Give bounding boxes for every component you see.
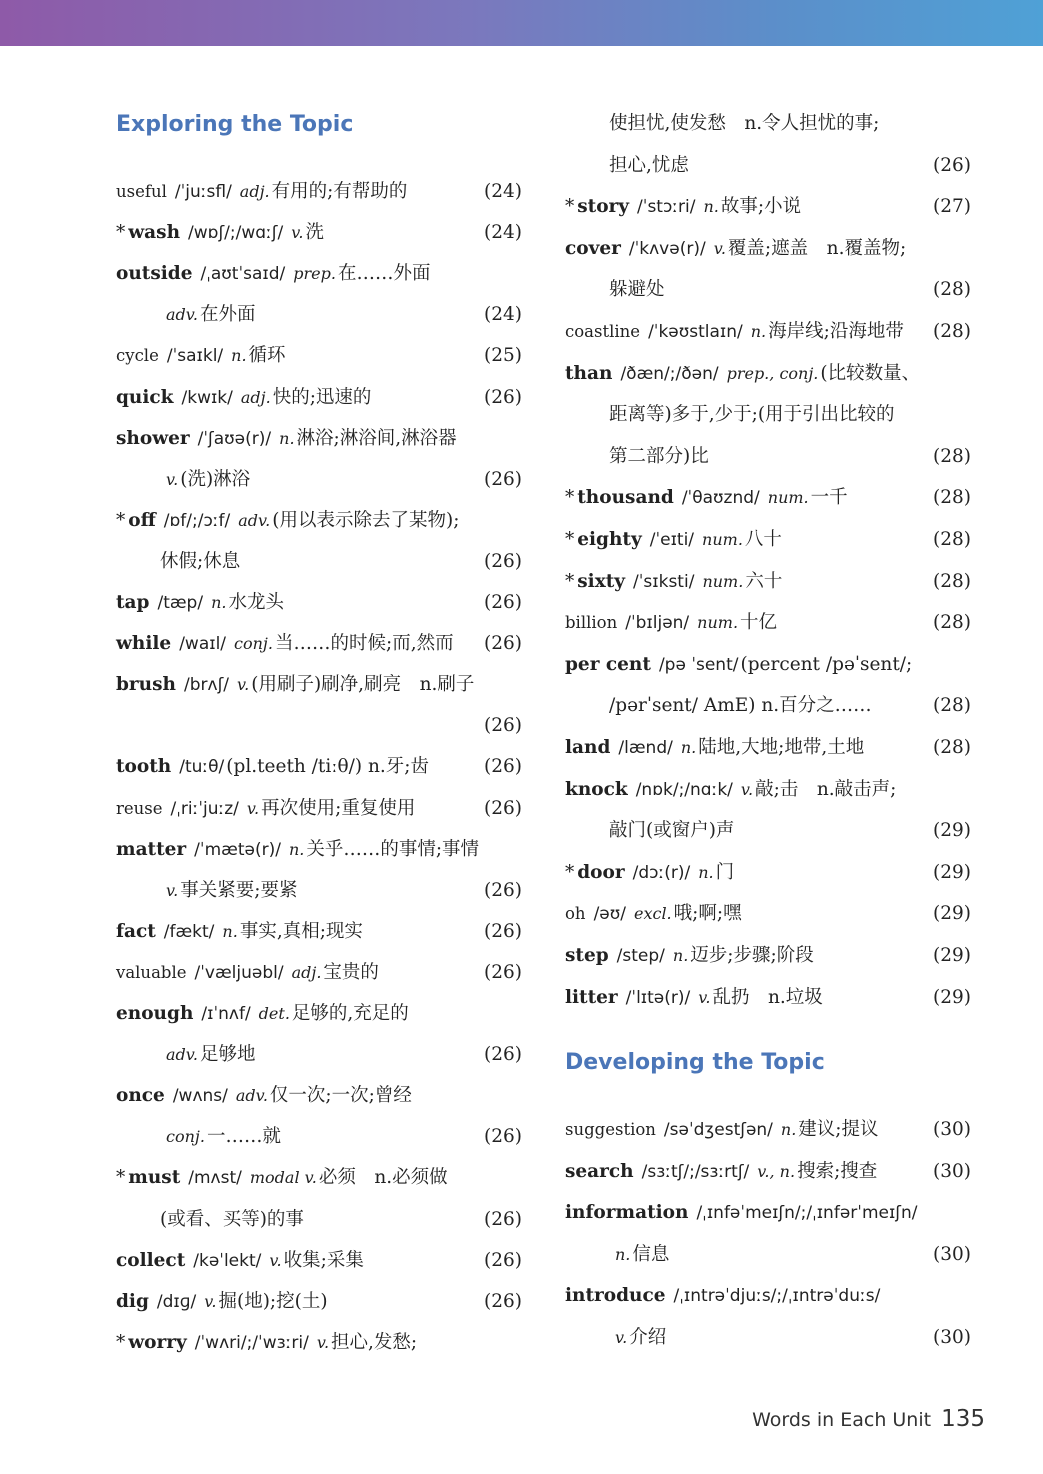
vocab-entry: [565, 983, 971, 1013]
definition: 迈步;步骤;阶段: [690, 945, 814, 966]
part-of-speech: v., n.: [757, 1161, 796, 1181]
phonetic: /ˈvæljuəbl/: [194, 962, 284, 983]
headword: reuse: [116, 798, 163, 818]
part-of-speech: v.: [237, 675, 250, 695]
vocab-entry: [116, 588, 522, 618]
definition: 在……外面: [337, 263, 431, 285]
headword: information: [565, 1202, 689, 1224]
part-of-speech: v.: [740, 779, 754, 799]
headword: quick: [116, 386, 174, 408]
entry-continuation-line: [158, 547, 522, 577]
definition: 足够的,充足的: [291, 1003, 409, 1024]
part-of-speech: v.: [204, 1291, 217, 1311]
page-reference: (24): [484, 181, 522, 202]
entry-continuation-line: [158, 1040, 522, 1070]
entry-continuation-line: [607, 275, 971, 305]
vocab-entry: [565, 234, 971, 264]
headword: knock: [565, 778, 628, 800]
headword: brush: [116, 674, 176, 696]
phonetic: /sɜːtʃ/;/sɜːrtʃ/: [641, 1161, 750, 1182]
vocab-entry: [116, 218, 522, 248]
definition: 关乎……的事情;事情: [306, 838, 480, 860]
headword: per cent: [565, 653, 651, 675]
definition: 哦;啊;嘿: [673, 903, 742, 925]
page-reference: (28): [933, 279, 971, 301]
headword: while: [116, 633, 172, 655]
phonetic: /wɒʃ/;/wɑːʃ/: [188, 223, 284, 244]
phonetic: /ˈʃaʊə(r)/: [197, 428, 272, 449]
page-reference: (29): [933, 903, 971, 925]
vocab-entry: [565, 650, 971, 680]
headword: step: [565, 945, 609, 966]
page-reference: (27): [933, 196, 971, 218]
headword: collect: [116, 1249, 186, 1271]
page-reference: (26): [484, 1126, 522, 1148]
entry-continuation-line: [607, 691, 971, 721]
page-reference: (29): [933, 945, 971, 966]
entry-continuation-line: [607, 151, 971, 181]
page-reference: (30): [933, 1243, 971, 1265]
part-of-speech: n.: [672, 946, 689, 965]
part-of-speech: conj.: [234, 634, 273, 654]
definition: 快的;迅速的: [272, 386, 372, 408]
vocab-entry: [116, 177, 522, 207]
definition: 循环: [248, 345, 286, 367]
phonetic: /lænd/: [618, 738, 673, 758]
section-heading-exploring: Exploring the Topic: [116, 112, 354, 137]
phonetic: /kəˈlekt/: [193, 1250, 262, 1271]
phonetic: /ˈkəʊstlaɪn/: [648, 322, 743, 342]
part-of-speech: v.: [713, 238, 726, 258]
definition: (或看、买等)的事: [160, 1208, 304, 1230]
page-reference: (28): [933, 570, 971, 592]
vocab-entry: [116, 752, 522, 782]
vocab-entry: [116, 1081, 522, 1111]
part-of-speech: adv.: [166, 305, 199, 325]
importance-star: *: [116, 1167, 126, 1189]
phonetic: /kwɪk/: [181, 387, 233, 408]
vocab-entry: [116, 629, 522, 659]
definition: 十亿: [740, 612, 778, 634]
part-of-speech: v.: [166, 469, 179, 489]
definition: (用刷子)刷净,刷亮 n.刷子: [251, 674, 475, 696]
part-of-speech: v.: [698, 987, 711, 1007]
part-of-speech: n.: [698, 862, 714, 882]
phonetic: /tuːθ/: [179, 757, 225, 778]
headword: useful: [116, 182, 167, 201]
vocab-entry: [565, 483, 971, 513]
page-reference: (26): [484, 1249, 522, 1271]
definition: 门: [715, 861, 735, 883]
definition: 一千: [810, 487, 848, 509]
page-reference: (24): [484, 304, 522, 326]
headword: door: [577, 861, 625, 883]
part-of-speech: v.: [316, 1332, 330, 1352]
part-of-speech: n.: [750, 322, 767, 341]
page-reference: (26): [933, 154, 971, 176]
page-reference: (26): [484, 386, 522, 408]
definition: 乱扔 n.垃圾: [712, 986, 823, 1008]
part-of-speech: num.: [697, 613, 739, 633]
phonetic: /ˌɪntrəˈdjuːs/;/ˌɪntrəˈduːs/: [673, 1286, 881, 1307]
page-reference: (28): [933, 487, 971, 509]
page-reference: (28): [933, 321, 971, 342]
definition: 故事;小说: [720, 196, 802, 218]
entry-continuation-line: [607, 816, 971, 846]
vocab-entry: [116, 958, 522, 988]
part-of-speech: adj.: [291, 962, 322, 982]
headword: coastline: [565, 322, 641, 341]
part-of-speech: n.: [680, 738, 697, 757]
phonetic: /pə ˈsent/: [658, 654, 739, 675]
phonetic: /dɔː(r)/: [632, 862, 691, 883]
vocab-entry: [565, 1115, 971, 1145]
definition: 八十: [744, 529, 782, 550]
vocab-entry: [565, 192, 971, 222]
vocab-entry: [565, 525, 971, 555]
definition: 介绍: [629, 1327, 667, 1348]
definition: 有用的;有帮助的: [271, 181, 408, 202]
part-of-speech: adv.: [235, 1086, 268, 1106]
vocab-entry: [565, 1281, 971, 1311]
vocab-entry: [116, 259, 522, 289]
vocab-entry: [565, 858, 971, 888]
headword: story: [577, 196, 630, 218]
headword: outside: [116, 263, 193, 285]
vocab-entry: [116, 917, 522, 947]
definition: 一……就: [206, 1126, 281, 1148]
part-of-speech: n.: [615, 1244, 631, 1264]
page-reference: (28): [933, 695, 971, 717]
definition: 收集;采集: [283, 1249, 364, 1271]
definition: (比较数量、: [820, 362, 921, 384]
entry-continuation-line: [607, 400, 971, 430]
definition: 仅一次;一次;曾经: [269, 1085, 412, 1107]
definition: 建议;提议: [798, 1119, 879, 1140]
page-reference: (26): [484, 961, 522, 983]
definition: 距离等)多于,少于;(用于引出比较的: [609, 404, 895, 426]
phonetic: /ˈkʌvə(r)/: [628, 238, 706, 259]
definition: 担心,忧虑: [609, 154, 689, 176]
headword: billion: [565, 613, 618, 633]
headword: matter: [116, 838, 187, 860]
definition: 淋浴;淋浴间,淋浴器: [296, 427, 457, 449]
phonetic: /ˈθaʊznd/: [681, 488, 760, 509]
phonetic: /ðæn/;/ðən/: [620, 363, 719, 384]
importance-star: *: [116, 222, 126, 244]
phonetic: /ˌaʊtˈsaɪd/: [200, 264, 286, 285]
headword: than: [565, 362, 613, 384]
headword: off: [128, 509, 156, 531]
phonetic: /mʌst/: [188, 1168, 242, 1189]
page-reference: (29): [933, 986, 971, 1008]
page-reference: (24): [484, 222, 522, 244]
definition: 事关紧要;要紧: [180, 879, 298, 901]
page-number: 135: [941, 1406, 985, 1432]
definition: 敲门(或窗户)声: [609, 820, 735, 842]
page-reference: (26): [484, 592, 522, 613]
entry-continuation-line: [607, 1240, 971, 1270]
headword: shower: [116, 427, 190, 449]
page-reference: (26): [484, 920, 522, 942]
definition: 掘(地);挖(土): [218, 1290, 328, 1312]
page-reference: (26): [484, 633, 522, 655]
vocab-entry: [565, 608, 971, 638]
part-of-speech: adj.: [240, 387, 271, 407]
importance-star: *: [565, 196, 575, 218]
part-of-speech: n.: [288, 839, 305, 859]
part-of-speech: v.: [269, 1250, 282, 1270]
phonetic: /tæp/: [157, 593, 204, 613]
page-reference: (28): [933, 612, 971, 634]
part-of-speech: adv.: [166, 1045, 199, 1065]
top-gradient-bar: [0, 0, 1043, 46]
definition: 必须 n.必须做: [318, 1167, 448, 1189]
phonetic: /səˈdʒestʃən/: [663, 1120, 773, 1140]
part-of-speech: n.: [231, 346, 247, 366]
headword: thousand: [577, 487, 674, 509]
entry-continuation-line: [607, 1323, 971, 1353]
phonetic: /wʌns/: [172, 1086, 228, 1107]
vocab-entry: [565, 567, 971, 597]
headword: worry: [128, 1331, 187, 1353]
page-reference: (28): [933, 445, 971, 467]
entry-continuation-line: [158, 1122, 522, 1152]
vocab-entry: [565, 1157, 971, 1187]
phonetic: /ˈsɪksti/: [633, 571, 695, 592]
importance-star: *: [565, 570, 575, 592]
page-reference: (26): [484, 1208, 522, 1230]
headword: cycle: [116, 346, 159, 366]
phonetic: /ˈsaɪkl/: [166, 346, 224, 367]
vocab-entry: [116, 1246, 522, 1276]
vocab-entry: [116, 1287, 522, 1317]
definition: 海岸线;沿海地带: [768, 321, 904, 342]
page-reference: (26): [484, 550, 522, 572]
phonetic: /ˈlɪtə(r)/: [625, 987, 691, 1008]
page-reference: (29): [933, 820, 971, 842]
phonetic: /waɪl/: [179, 634, 227, 655]
phonetic: /ˈwʌri/;/ˈwɜːri/: [194, 1332, 309, 1353]
definition: 第二部分)比: [609, 445, 709, 467]
page-reference: (25): [484, 345, 522, 367]
part-of-speech: prep., conj.: [726, 363, 819, 383]
entry-continuation-line: [158, 711, 522, 741]
headword: tooth: [116, 756, 172, 778]
headword: litter: [565, 986, 618, 1008]
part-of-speech: adj.: [239, 182, 270, 201]
definition: (用以表示除去了某物);: [272, 509, 460, 531]
vocab-entry: [116, 670, 522, 700]
definition: 洗: [305, 222, 324, 244]
vocab-entry: [116, 424, 522, 454]
headword: suggestion: [565, 1120, 656, 1139]
vocab-entry: [565, 899, 971, 929]
phonetic: /ˌriːˈjuːz/: [170, 798, 239, 819]
part-of-speech: det.: [258, 1004, 290, 1023]
headword: eighty: [577, 529, 642, 550]
phonetic: /fækt/: [163, 921, 215, 942]
headword: fact: [116, 920, 156, 942]
phonetic: /ɒf/;/ɔːf/: [163, 510, 231, 531]
entry-continuation-line: [158, 465, 522, 495]
part-of-speech: n.: [211, 593, 227, 612]
headword: oh: [565, 904, 586, 924]
footer-title: Words in Each Unit: [752, 1409, 932, 1431]
part-of-speech: v.: [291, 223, 304, 243]
vocab-entry: [565, 359, 971, 389]
entry-continuation-line: [607, 109, 971, 139]
vocab-entry: [116, 1328, 522, 1358]
page-reference: (30): [933, 1160, 971, 1182]
phonetic: /ˌɪnfəˈmeɪʃn/;/ˌɪnfərˈmeɪʃn/: [696, 1203, 918, 1224]
page-reference: (29): [933, 861, 971, 883]
phonetic: /ˈstɔːri/: [637, 197, 696, 218]
definition: 担心,发愁;: [331, 1331, 418, 1353]
definition: 六十: [745, 570, 783, 592]
definition: 信息: [632, 1243, 670, 1265]
definition: 事实,真相;现实: [239, 920, 363, 942]
vocab-entry: [565, 775, 971, 805]
definition: 使担忧,使发愁 n.令人担忧的事;: [609, 113, 880, 134]
definition: 宝贵的: [323, 961, 379, 983]
vocab-entry: [565, 941, 971, 971]
importance-star: *: [565, 861, 575, 883]
headword: once: [116, 1085, 165, 1107]
definition: 敲;击 n.敲击声;: [755, 778, 897, 800]
importance-star: *: [116, 509, 126, 531]
page-reference: (30): [933, 1327, 971, 1348]
vocab-entry: [116, 1163, 522, 1193]
phonetic: /əʊ/: [593, 904, 626, 925]
entry-continuation-line: [158, 300, 522, 330]
definition: 足够地: [200, 1044, 256, 1066]
part-of-speech: n.: [222, 921, 238, 941]
importance-star: *: [116, 1331, 126, 1353]
definition: 搜索;搜查: [797, 1160, 878, 1182]
page-reference: (26): [484, 879, 522, 901]
definition: (pl.teeth /tiːθ/) n.牙;齿: [226, 756, 429, 778]
page-reference: (26): [484, 1044, 522, 1066]
headword: dig: [116, 1290, 149, 1312]
page-reference: (26): [484, 468, 522, 490]
headword: land: [565, 737, 611, 758]
headword: introduce: [565, 1285, 666, 1307]
definition: (percent /pəˈsent/;: [740, 653, 913, 675]
definition: (洗)淋浴: [180, 468, 251, 490]
page-reference: (28): [933, 529, 971, 550]
headword: search: [565, 1160, 634, 1182]
vocab-entry: [565, 1198, 971, 1228]
headword: enough: [116, 1003, 194, 1024]
phonetic: /ˈjuːsfl/: [174, 182, 232, 202]
part-of-speech: num.: [767, 488, 809, 508]
definition: /pərˈsent/ AmE) n.百分之……: [609, 695, 872, 717]
vocab-entry: [565, 317, 971, 347]
phonetic: /ˈbɪljən/: [625, 613, 690, 634]
page-reference: (26): [484, 797, 522, 819]
importance-star: *: [565, 487, 575, 509]
definition: 在外面: [200, 304, 256, 326]
vocab-entry: [116, 341, 522, 371]
phonetic: /ˈeɪti/: [649, 530, 695, 550]
entry-continuation-line: [158, 1205, 522, 1235]
definition: 陆地,大地;地带,土地: [698, 737, 865, 758]
importance-star: *: [565, 529, 575, 550]
headword: must: [128, 1167, 181, 1189]
headword: sixty: [577, 570, 626, 592]
part-of-speech: num.: [702, 530, 743, 549]
page-reference: (26): [484, 756, 522, 778]
section-heading-developing: Developing the Topic: [565, 1050, 825, 1075]
headword: tap: [116, 592, 150, 613]
headword: cover: [565, 237, 621, 259]
phonetic: /ˈmætə(r)/: [194, 839, 281, 860]
vocab-entry: [116, 383, 522, 413]
part-of-speech: modal v.: [249, 1168, 317, 1188]
part-of-speech: n.: [279, 428, 295, 448]
vocab-entry: [116, 794, 522, 824]
definition: 当……的时候;而,然而: [274, 633, 454, 655]
entry-continuation-line: [158, 876, 522, 906]
vocab-entry: [116, 835, 522, 865]
part-of-speech: prep.: [293, 264, 336, 284]
part-of-speech: n.: [703, 197, 719, 217]
phonetic: /step/: [616, 946, 665, 966]
part-of-speech: adv.: [238, 510, 271, 530]
definition: 休假;休息: [160, 550, 241, 572]
page-reference: (30): [933, 1119, 971, 1140]
phonetic: /brʌʃ/: [184, 675, 230, 696]
phonetic: /ɪˈnʌf/: [201, 1004, 251, 1024]
definition: 躲避处: [609, 279, 665, 301]
part-of-speech: num.: [702, 571, 744, 591]
part-of-speech: n.: [780, 1120, 797, 1139]
headword: wash: [128, 222, 181, 244]
part-of-speech: v.: [615, 1328, 628, 1347]
entry-continuation-line: [607, 442, 971, 472]
headword: valuable: [116, 962, 187, 982]
page-reference: (26): [484, 1290, 522, 1312]
part-of-speech: excl.: [633, 904, 672, 924]
part-of-speech: conj.: [166, 1127, 205, 1147]
page-footer: [752, 1404, 985, 1434]
phonetic: /nɒk/;/nɑːk/: [635, 779, 733, 800]
definition: 覆盖;遮盖 n.覆盖物;: [727, 237, 907, 259]
page-reference: (26): [484, 715, 522, 737]
vocab-entry: [116, 999, 522, 1029]
part-of-speech: v.: [246, 798, 260, 818]
page-reference: (28): [933, 737, 971, 758]
definition: 水龙头: [228, 592, 284, 613]
phonetic: /dɪɡ/: [156, 1291, 197, 1312]
vocab-entry: [565, 733, 971, 763]
definition: 再次使用;重复使用: [261, 797, 416, 819]
vocab-entry: [116, 506, 522, 536]
part-of-speech: v.: [166, 880, 179, 900]
